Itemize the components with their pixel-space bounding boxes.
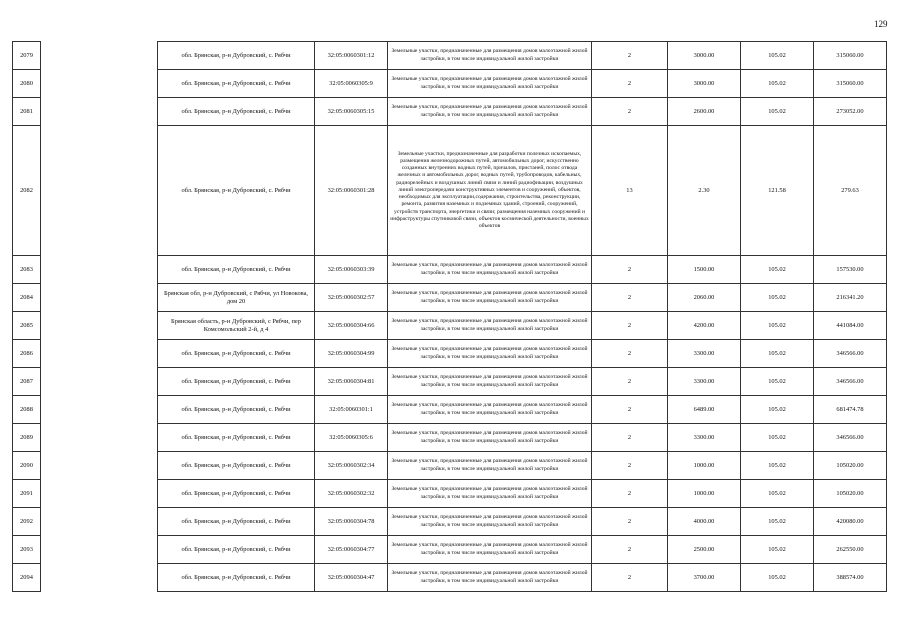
cadastral-number-cell: 32:05:0060304:77 bbox=[315, 536, 388, 564]
spacer-cell bbox=[41, 312, 158, 340]
cadastral-value-cell: 105020.00 bbox=[814, 452, 887, 480]
group-cell: 13 bbox=[592, 126, 668, 256]
row-number-cell: 2080 bbox=[13, 70, 41, 98]
group-cell: 2 bbox=[592, 564, 668, 592]
cadastral-value-cell: 216341.20 bbox=[814, 284, 887, 312]
specific-value-cell: 105.02 bbox=[741, 42, 814, 70]
row-number-cell: 2082 bbox=[13, 126, 41, 256]
area-cell: 3300.00 bbox=[668, 340, 741, 368]
specific-value-cell: 105.02 bbox=[741, 536, 814, 564]
specific-value-cell: 105.02 bbox=[741, 508, 814, 536]
address-cell: обл. Брянская, р-н Дубровский, с. Рябчи bbox=[158, 508, 315, 536]
cadastral-number-cell: 32:05:0060301:28 bbox=[315, 126, 388, 256]
table-row bbox=[13, 368, 887, 396]
land-use-cell: Земельные участки, предназначенные для размещения домов малоэтажной жилой застройки, в том числе индивидуальной жилой застройки bbox=[388, 312, 592, 340]
row-number-cell: 2083 bbox=[13, 256, 41, 284]
address-cell: обл. Брянская, р-н Дубровский, с. Рябчи bbox=[158, 256, 315, 284]
address-cell: обл. Брянская, р-н Дубровский, с. Рябчи bbox=[158, 452, 315, 480]
area-cell: 3300.00 bbox=[668, 424, 741, 452]
area-cell: 1500.00 bbox=[668, 256, 741, 284]
spacer-cell bbox=[41, 508, 158, 536]
area-cell: 2.30 bbox=[668, 126, 741, 256]
group-cell: 2 bbox=[592, 70, 668, 98]
cadastral-value-cell: 315060.00 bbox=[814, 70, 887, 98]
cadastral-value-cell: 420080.00 bbox=[814, 508, 887, 536]
spacer-cell bbox=[41, 536, 158, 564]
cadastral-number-cell: 32:05:0060302:57 bbox=[315, 284, 388, 312]
land-use-cell: Земельные участки, предназначенные для размещения домов малоэтажной жилой застройки, в том числе индивидуальной жилой застройки bbox=[388, 256, 592, 284]
row-number-cell: 2089 bbox=[13, 424, 41, 452]
specific-value-cell: 105.02 bbox=[741, 340, 814, 368]
table-row bbox=[13, 42, 887, 70]
group-cell: 2 bbox=[592, 396, 668, 424]
area-cell: 3300.00 bbox=[668, 368, 741, 396]
land-use-cell: Земельные участки, предназначенные для размещения домов малоэтажной жилой застройки, в том числе индивидуальной жилой застройки bbox=[388, 396, 592, 424]
cadastral-number-cell: 32:05:0060304:78 bbox=[315, 508, 388, 536]
table-row bbox=[13, 508, 887, 536]
row-number-cell: 2091 bbox=[13, 480, 41, 508]
table-row bbox=[13, 340, 887, 368]
area-cell: 4200.00 bbox=[668, 312, 741, 340]
specific-value-cell: 105.02 bbox=[741, 452, 814, 480]
cadastral-value-cell: 388574.00 bbox=[814, 564, 887, 592]
land-use-cell: Земельные участки, предназначенные для разработки полезных ископаемых, размещения железнодорожных путей, автомобильных дорог, искусственно созданных внутренних водных путей, причалов, пристаней, полос отвода железных и автомобильных дорог, водных путей, трубопроводов, кабельных, радиорелейных и воздушных линий связи и линий радиофикации, воздушных линий электропередачи конструктивных элементов и сооружений, объектов, необходимых для эксплуатации,содержания, строительства, реконструкции, ремонта, развития наземных и подземных зданий, строений, сооружений, устройств транспорта, энергетики и связи; размещения наземных сооружений и инфраструктуры спутниковой связи, объектов космической деятельности, военных объектов bbox=[388, 126, 592, 256]
land-use-cell: Земельные участки, предназначенные для размещения домов малоэтажной жилой застройки, в том числе индивидуальной жилой застройки bbox=[388, 508, 592, 536]
address-cell: обл. Брянская, р-н Дубровский, с. Рябчи bbox=[158, 368, 315, 396]
address-cell: обл. Брянская, р-н Дубровский, с. Рябчи bbox=[158, 480, 315, 508]
address-cell: обл. Брянская, р-н Дубровский, с. Рябчи bbox=[158, 98, 315, 126]
spacer-cell bbox=[41, 564, 158, 592]
page-number: 129 bbox=[874, 19, 888, 29]
specific-value-cell: 105.02 bbox=[741, 564, 814, 592]
group-cell: 2 bbox=[592, 452, 668, 480]
area-cell: 1000.00 bbox=[668, 452, 741, 480]
specific-value-cell: 105.02 bbox=[741, 480, 814, 508]
row-number-cell: 2092 bbox=[13, 508, 41, 536]
land-use-cell: Земельные участки, предназначенные для размещения домов малоэтажной жилой застройки, в том числе индивидуальной жилой застройки bbox=[388, 480, 592, 508]
spacer-cell bbox=[41, 70, 158, 98]
group-cell: 2 bbox=[592, 424, 668, 452]
cadastral-number-cell: 32:05:0060302:34 bbox=[315, 452, 388, 480]
spacer-cell bbox=[41, 126, 158, 256]
specific-value-cell: 105.02 bbox=[741, 284, 814, 312]
specific-value-cell: 105.02 bbox=[741, 70, 814, 98]
cadastral-value-cell: 681474.78 bbox=[814, 396, 887, 424]
cadastral-value-cell: 273052.00 bbox=[814, 98, 887, 126]
cadastral-number-cell: 32:05:0060304:99 bbox=[315, 340, 388, 368]
land-use-cell: Земельные участки, предназначенные для размещения домов малоэтажной жилой застройки, в том числе индивидуальной жилой застройки bbox=[388, 284, 592, 312]
specific-value-cell: 105.02 bbox=[741, 424, 814, 452]
group-cell: 2 bbox=[592, 312, 668, 340]
row-number-cell: 2087 bbox=[13, 368, 41, 396]
cadastral-value-cell: 315060.00 bbox=[814, 42, 887, 70]
row-number-cell: 2081 bbox=[13, 98, 41, 126]
table-row bbox=[13, 564, 887, 592]
area-cell: 3000.00 bbox=[668, 70, 741, 98]
group-cell: 2 bbox=[592, 368, 668, 396]
address-cell: Брянская обл, р-н Дубровский, с Рябчи, ул Новокова, дом 20 bbox=[158, 284, 315, 312]
row-number-cell: 2090 bbox=[13, 452, 41, 480]
land-use-cell: Земельные участки, предназначенные для размещения домов малоэтажной жилой застройки, в том числе индивидуальной жилой застройки bbox=[388, 98, 592, 126]
specific-value-cell: 105.02 bbox=[741, 312, 814, 340]
area-cell: 2600.00 bbox=[668, 98, 741, 126]
table-row bbox=[13, 452, 887, 480]
group-cell: 2 bbox=[592, 480, 668, 508]
cadastral-number-cell: 32:05:0060305:15 bbox=[315, 98, 388, 126]
cadastral-value-table bbox=[12, 41, 887, 592]
address-cell: обл. Брянская, р-н Дубровский, с. Рябчи bbox=[158, 126, 315, 256]
cadastral-value-cell: 346566.00 bbox=[814, 424, 887, 452]
land-use-cell: Земельные участки, предназначенные для размещения домов малоэтажной жилой застройки, в том числе индивидуальной жилой застройки bbox=[388, 424, 592, 452]
cadastral-value-cell: 279.63 bbox=[814, 126, 887, 256]
table-row bbox=[13, 70, 887, 98]
address-cell: обл. Брянская, р-н Дубровский, с. Рябчи bbox=[158, 536, 315, 564]
spacer-cell bbox=[41, 98, 158, 126]
land-use-cell: Земельные участки, предназначенные для размещения домов малоэтажной жилой застройки, в том числе индивидуальной жилой застройки bbox=[388, 368, 592, 396]
table-row bbox=[13, 312, 887, 340]
group-cell: 2 bbox=[592, 340, 668, 368]
specific-value-cell: 105.02 bbox=[741, 256, 814, 284]
area-cell: 1000.00 bbox=[668, 480, 741, 508]
group-cell: 2 bbox=[592, 98, 668, 126]
spacer-cell bbox=[41, 480, 158, 508]
row-number-cell: 2094 bbox=[13, 564, 41, 592]
cadastral-number-cell: 32:05:0060302:32 bbox=[315, 480, 388, 508]
row-number-cell: 2093 bbox=[13, 536, 41, 564]
table-row bbox=[13, 480, 887, 508]
area-cell: 2060.00 bbox=[668, 284, 741, 312]
address-cell: обл. Брянская, р-н Дубровский, с. Рябчи bbox=[158, 396, 315, 424]
cadastral-number-cell: 32:05:0060304:81 bbox=[315, 368, 388, 396]
specific-value-cell: 121.58 bbox=[741, 126, 814, 256]
cadastral-number-cell: 32:05:0060301:12 bbox=[315, 42, 388, 70]
cadastral-value-cell: 346566.00 bbox=[814, 368, 887, 396]
address-cell: обл. Брянская, р-н Дубровский, с. Рябчи bbox=[158, 42, 315, 70]
group-cell: 2 bbox=[592, 42, 668, 70]
cadastral-number-cell: 32:05:0060304:47 bbox=[315, 564, 388, 592]
group-cell: 2 bbox=[592, 536, 668, 564]
area-cell: 6489.00 bbox=[668, 396, 741, 424]
spacer-cell bbox=[41, 396, 158, 424]
row-number-cell: 2085 bbox=[13, 312, 41, 340]
cadastral-number-cell: 32:05:0060305:6 bbox=[315, 424, 388, 452]
area-cell: 4000.00 bbox=[668, 508, 741, 536]
cadastral-number-cell: 32:05:0060303:39 bbox=[315, 256, 388, 284]
row-number-cell: 2084 bbox=[13, 284, 41, 312]
cadastral-value-cell: 157530.00 bbox=[814, 256, 887, 284]
area-cell: 3700.00 bbox=[668, 564, 741, 592]
land-use-cell: Земельные участки, предназначенные для размещения домов малоэтажной жилой застройки, в том числе индивидуальной жилой застройки bbox=[388, 70, 592, 98]
cadastral-value-cell: 262550.00 bbox=[814, 536, 887, 564]
specific-value-cell: 105.02 bbox=[741, 396, 814, 424]
row-number-cell: 2088 bbox=[13, 396, 41, 424]
table-row bbox=[13, 536, 887, 564]
area-cell: 3000.00 bbox=[668, 42, 741, 70]
table-row bbox=[13, 98, 887, 126]
group-cell: 2 bbox=[592, 284, 668, 312]
cadastral-value-cell: 105020.00 bbox=[814, 480, 887, 508]
group-cell: 2 bbox=[592, 508, 668, 536]
spacer-cell bbox=[41, 284, 158, 312]
land-use-cell: Земельные участки, предназначенные для размещения домов малоэтажной жилой застройки, в том числе индивидуальной жилой застройки bbox=[388, 340, 592, 368]
land-use-cell: Земельные участки, предназначенные для размещения домов малоэтажной жилой застройки, в том числе индивидуальной жилой застройки bbox=[388, 452, 592, 480]
spacer-cell bbox=[41, 424, 158, 452]
group-cell: 2 bbox=[592, 256, 668, 284]
specific-value-cell: 105.02 bbox=[741, 98, 814, 126]
cadastral-number-cell: 32:05:0060301:1 bbox=[315, 396, 388, 424]
row-number-cell: 2079 bbox=[13, 42, 41, 70]
land-use-cell: Земельные участки, предназначенные для размещения домов малоэтажной жилой застройки, в том числе индивидуальной жилой застройки bbox=[388, 536, 592, 564]
cadastral-number-cell: 32:05:0060304:66 bbox=[315, 312, 388, 340]
spacer-cell bbox=[41, 340, 158, 368]
table-row bbox=[13, 396, 887, 424]
land-use-cell: Земельные участки, предназначенные для размещения домов малоэтажной жилой застройки, в том числе индивидуальной жилой застройки bbox=[388, 564, 592, 592]
area-cell: 2500.00 bbox=[668, 536, 741, 564]
cadastral-number-cell: 32:05:0060305:9 bbox=[315, 70, 388, 98]
address-cell: обл. Брянская, р-н Дубровский, с. Рябчи bbox=[158, 70, 315, 98]
address-cell: обл. Брянская, р-н Дубровский, с. Рябчи bbox=[158, 340, 315, 368]
table-row bbox=[13, 256, 887, 284]
address-cell: обл. Брянская, р-н Дубровский, с. Рябчи bbox=[158, 564, 315, 592]
address-cell: обл. Брянская, р-н Дубровский, с. Рябчи bbox=[158, 424, 315, 452]
spacer-cell bbox=[41, 42, 158, 70]
table-row bbox=[13, 126, 887, 256]
specific-value-cell: 105.02 bbox=[741, 368, 814, 396]
cadastral-value-cell: 346566.00 bbox=[814, 340, 887, 368]
address-cell: Брянская область, р-н Дубровский, с Рябчи, пер Комсомольский 2-й, д 4 bbox=[158, 312, 315, 340]
table-row bbox=[13, 284, 887, 312]
land-use-cell: Земельные участки, предназначенные для размещения домов малоэтажной жилой застройки, в том числе индивидуальной жилой застройки bbox=[388, 42, 592, 70]
cadastral-value-cell: 441084.00 bbox=[814, 312, 887, 340]
row-number-cell: 2086 bbox=[13, 340, 41, 368]
table-row bbox=[13, 424, 887, 452]
spacer-cell bbox=[41, 256, 158, 284]
spacer-cell bbox=[41, 368, 158, 396]
spacer-cell bbox=[41, 452, 158, 480]
